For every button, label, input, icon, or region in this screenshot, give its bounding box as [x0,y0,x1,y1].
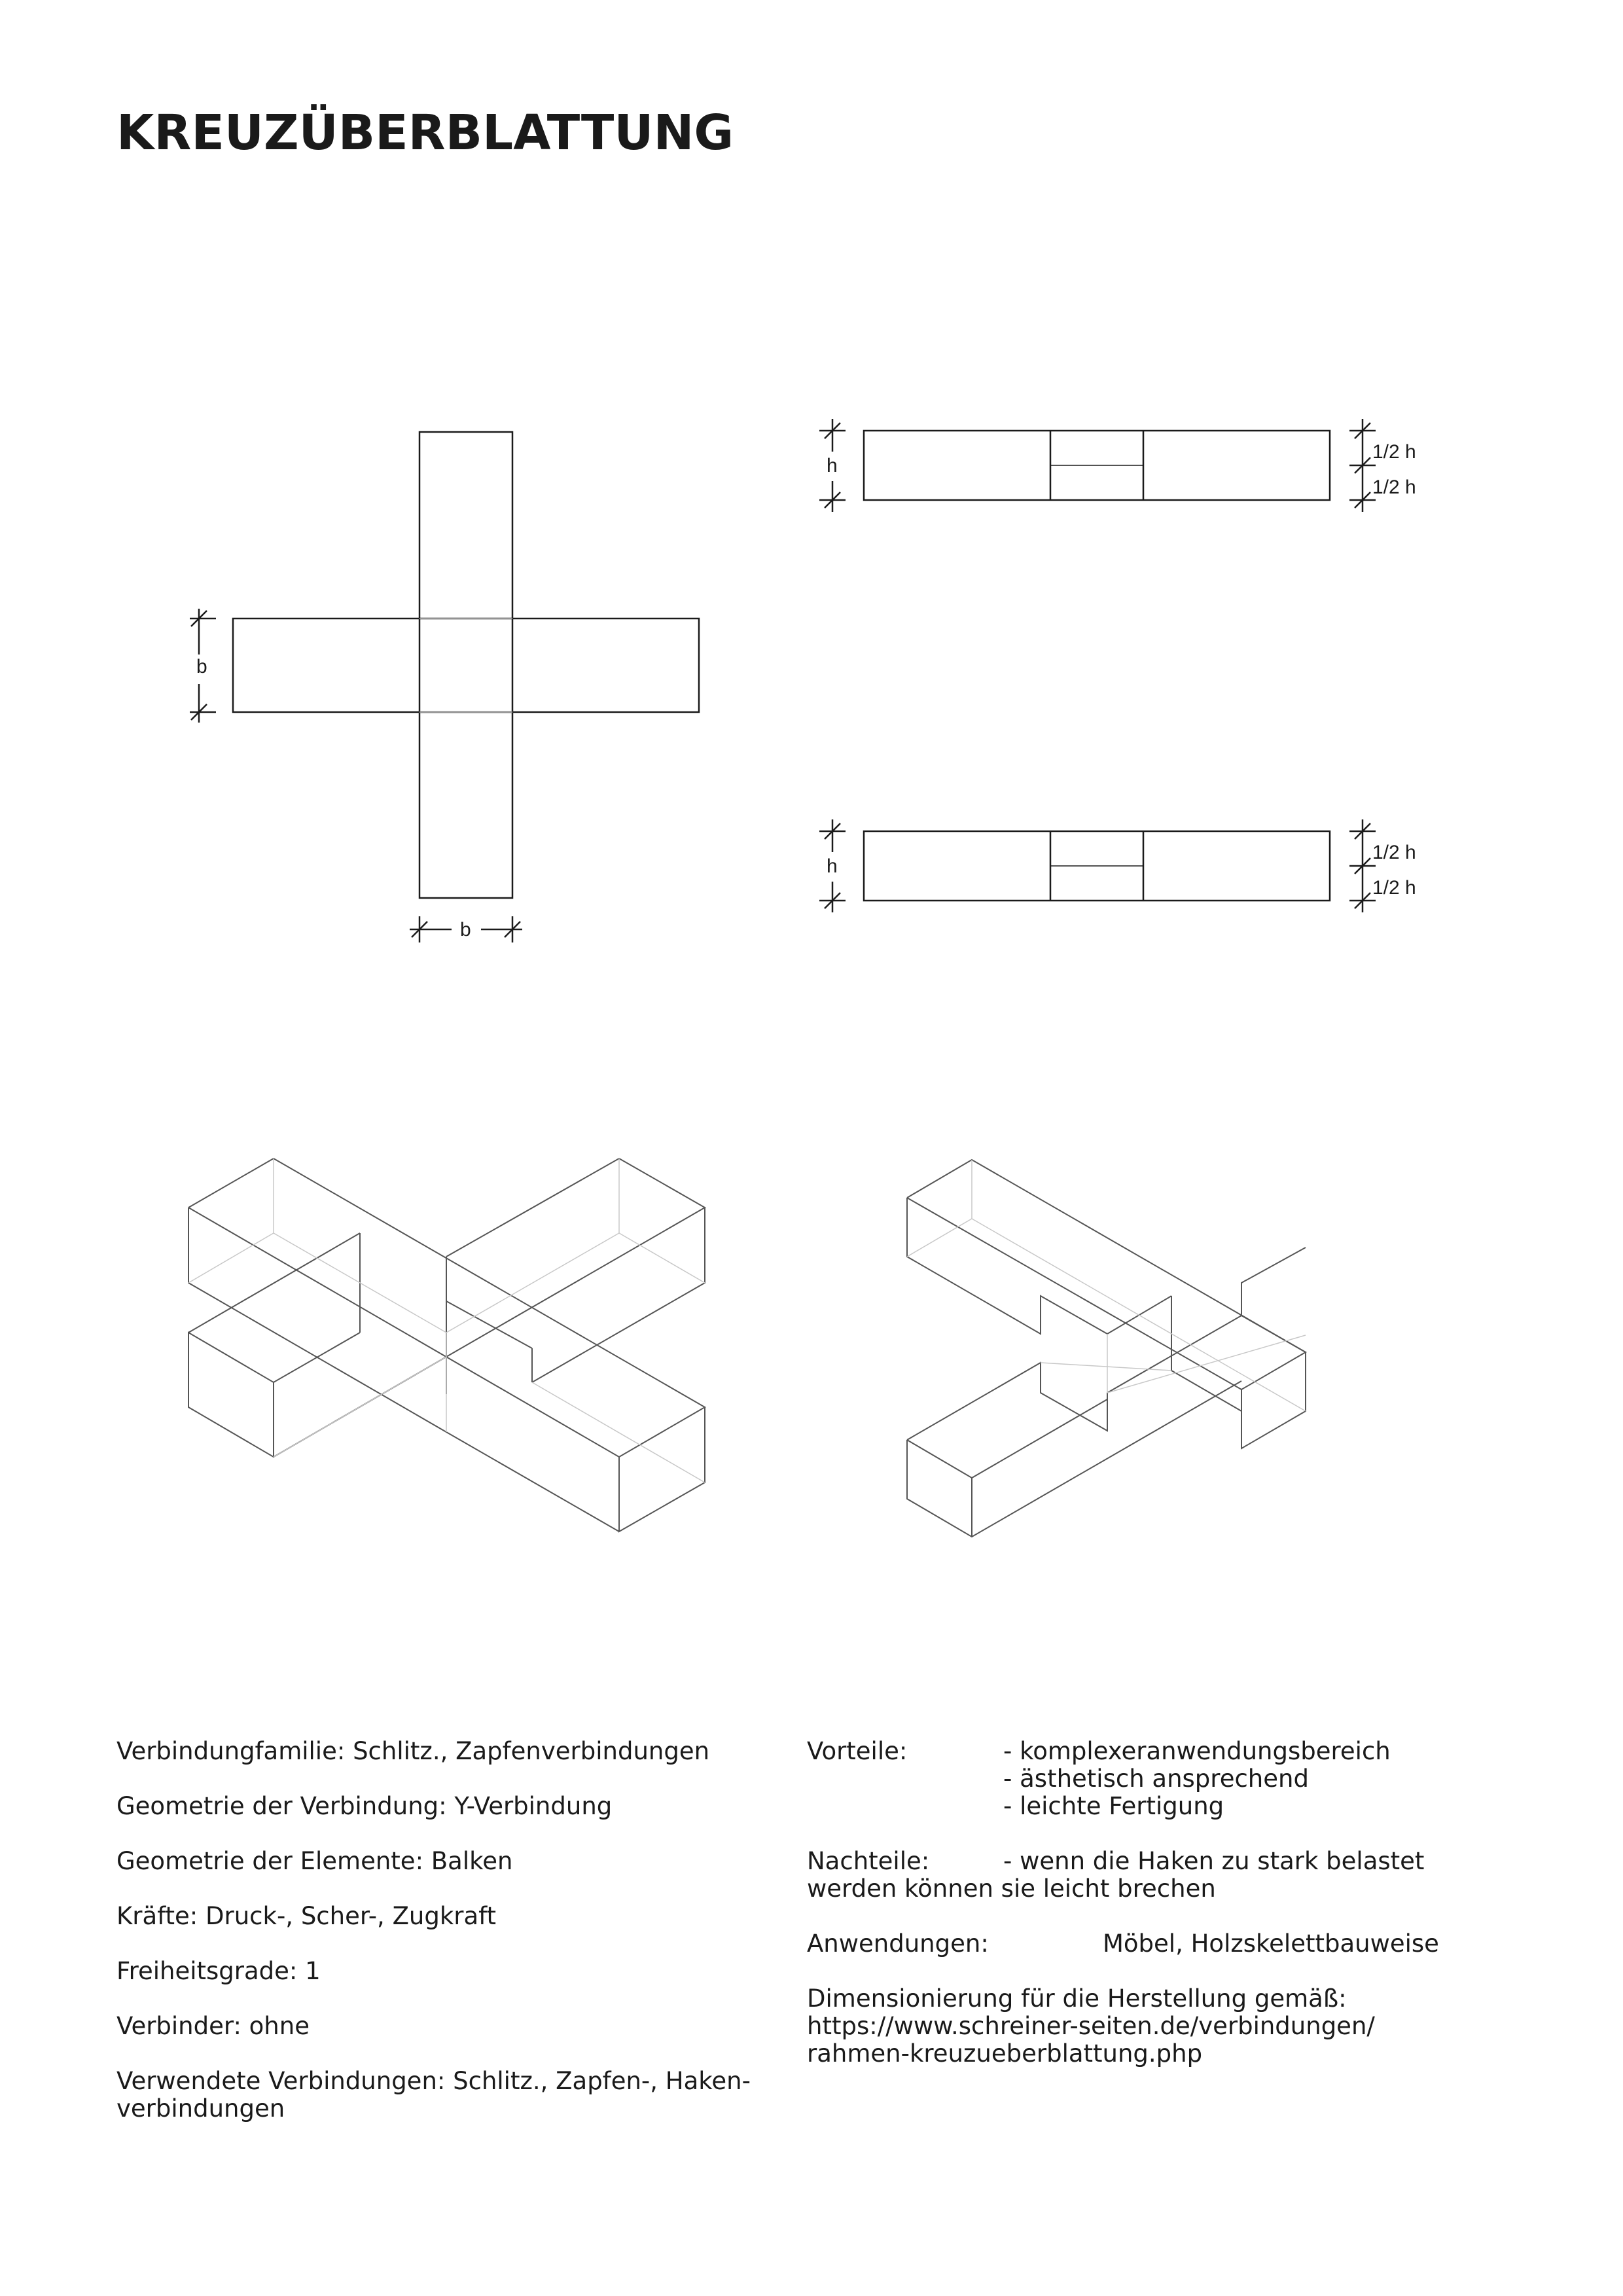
anwendungen-value: Möbel, Holzskelettbauweise [1103,1929,1439,1958]
spec-kraefte: Kräfte: Druck-, Scher-, Zugkraft [116,1902,497,1930]
dim-label-b-left: b [196,656,207,677]
nachteile-line1: - wenn die Haken zu stark belastet [1003,1847,1425,1875]
specs-left [116,1738,771,2150]
plan-view-cross [233,432,699,898]
dim-label-h-top: h [827,455,838,476]
vorteile-block [807,1738,1560,1820]
side-view-top [819,419,1376,512]
spec-freiheitsgrade: Freiheitsgrade: 1 [116,1957,321,1985]
dimensionierung-block [807,1985,1560,2068]
dim-label-b-bottom: b [460,919,471,941]
dim-label-half-lower-bottom: 1/2 h [1372,877,1416,899]
spec-verwendete-verbindungen: Verwendete Verbindungen: Schlitz., Zapfen-, Haken- verbindungen [116,2067,751,2123]
spec-geometrie-elemente: Geometrie der Elemente: Balken [116,1847,513,1875]
dim-label-half-upper-top: 1/2 h [1372,441,1416,463]
dimensionierung-url-cont[interactable]: rahmen-kreuzueberblattung.php [807,2039,1203,2068]
spec-verbindungsfamilie: Verbindungfamilie: Schlitz., Zapfenverbindungen [116,1737,710,1765]
vorteil-item: - leichte Fertigung [1003,1792,1224,1820]
nachteile-line2: werden können sie leicht brechen [807,1874,1216,1903]
vorteil-item: - komplexeranwendungsbereich [1003,1737,1391,1765]
anwendungen-block [807,1930,1560,1958]
spec-verbinder: Verbinder: ohne [116,2012,310,2040]
dimensionierung-text: Dimensionierung für die Herstellung gemäß: [807,1984,1347,2013]
isometric-exploded [907,1160,1306,1537]
page-title: KREUZÜBERBLATTUNG [116,105,734,161]
dim-label-h-bottom: h [827,855,838,877]
dim-label-half-upper-bottom: 1/2 h [1372,842,1416,863]
dim-label-half-lower-top: 1/2 h [1372,476,1416,498]
vorteil-item: - ästhetisch ansprechend [1003,1765,1309,1793]
nachteile-block [807,1848,1560,1903]
side-view-bottom [819,819,1376,912]
nachteile-label: Nachteile: [807,1847,930,1875]
specs-right [807,1738,1560,2095]
isometric-assembled [188,1158,705,1532]
vorteile-list [1003,1738,1391,1820]
anwendungen-label: Anwendungen: [807,1929,989,1958]
vorteile-label: Vorteile: [807,1737,908,1765]
dimensionierung-url[interactable]: https://www.schreiner-seiten.de/verbindungen/ [807,2012,1375,2040]
spec-geometrie-verbindung: Geometrie der Verbindung: Y-Verbindung [116,1792,613,1820]
